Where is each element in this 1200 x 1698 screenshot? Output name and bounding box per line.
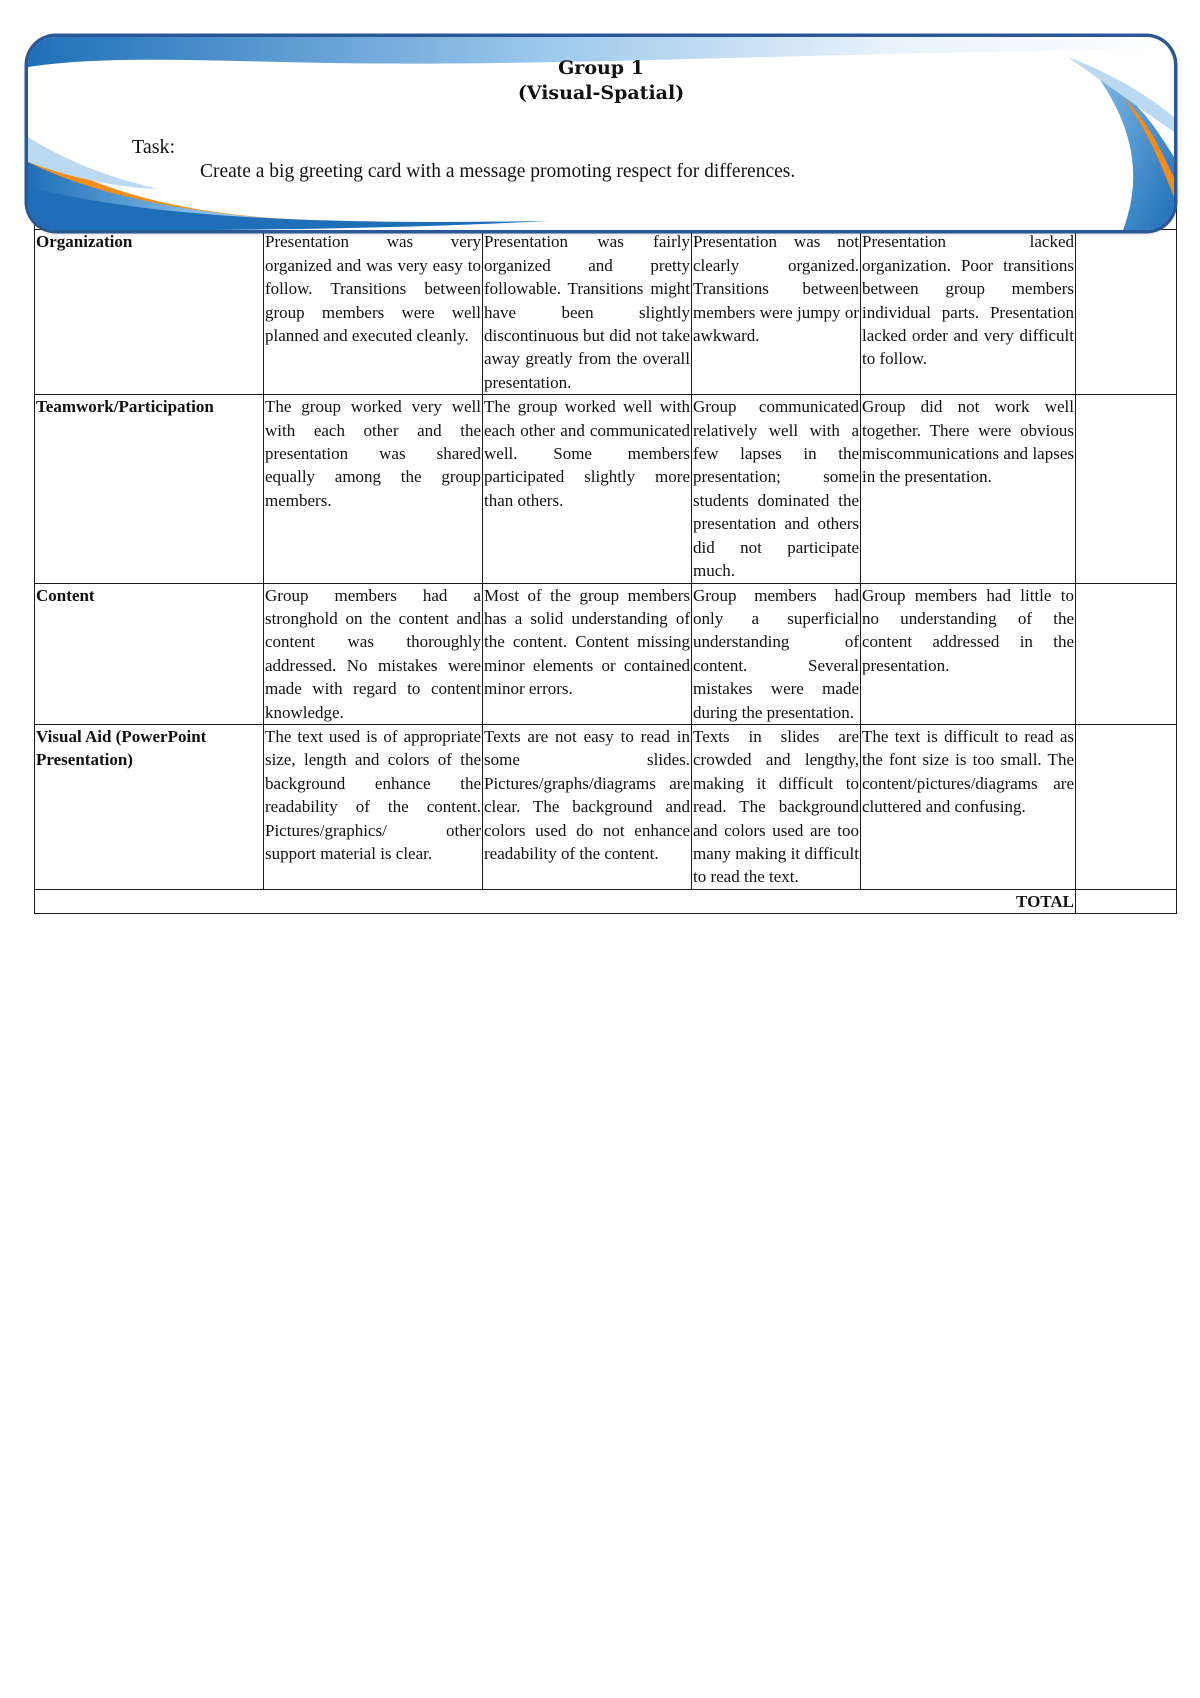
criterion-cell: Content (35, 583, 264, 724)
total-score-cell[interactable] (1076, 889, 1177, 913)
score-cell[interactable] (1076, 395, 1177, 583)
score-cell[interactable] (1076, 724, 1177, 889)
total-label: TOTAL (35, 889, 1076, 913)
rubric-row-organization (35, 230, 1177, 395)
score-cell[interactable] (1076, 583, 1177, 724)
task-description: Create a big greeting card with a message promoting respect for differences. (200, 161, 796, 182)
criterion-cell: Visual Aid (PowerPoint Presentation) (35, 724, 264, 889)
level-3-cell: The group worked well with each other and communicated well. Some members participated slightly more than others. (483, 395, 692, 583)
level-4-cell: The text used is of appropriate size, length and colors of the background enhance the readability of the content. Pictures/graphics/ other support material is clear. (264, 724, 483, 889)
level-1-cell: The text is difficult to read as the font size is too small. The content/pictures/diagrams are cluttered and confusing. (861, 724, 1076, 889)
level-2-cell: Group members had only a superficial understanding of content. Several mistakes were made during the presentation. (692, 583, 861, 724)
level-1-cell: Group members had little to no understanding of the content addressed in the presentation. (861, 583, 1076, 724)
level-2-cell: Texts in slides are crowded and lengthy, making it difficult to read. The background and colors used are too many making it difficult to read the text. (692, 724, 861, 889)
criterion-cell: Teamwork/Participation (35, 395, 264, 583)
level-4-cell: Presentation was very organized and was very easy to follow. Transitions between group members were well planned and executed cleanly. (264, 230, 483, 395)
rubric-row-total (35, 889, 1177, 913)
score-cell[interactable] (1076, 230, 1177, 395)
header-banner (28, 37, 1174, 230)
level-3-cell: Most of the group members has a solid understanding of the content. Content missing minor elements or contained minor errors. (483, 583, 692, 724)
rubric-row-visual-aid (35, 724, 1177, 889)
level-4-cell: Group members had a stronghold on the content and content was thoroughly addressed. No mistakes were made with regard to content knowledge. (264, 583, 483, 724)
banner-text-area (28, 37, 1174, 230)
rubric-container (34, 205, 1176, 914)
task-label: Task: (132, 136, 176, 158)
level-2-cell: Presentation was not clearly organized. Transitions between members were jumpy or awkward. (692, 230, 861, 395)
level-1-cell: Group did not work well together. There were obvious miscommunications and lapses in the presentation. (861, 395, 1076, 583)
criterion-cell: Organization (35, 230, 264, 395)
rubric-row-content (35, 583, 1177, 724)
page-title: Group 1 (558, 57, 644, 79)
level-4-cell: The group worked very well with each other and the presentation was shared equally among the group members. (264, 395, 483, 583)
level-2-cell: Group communicated relatively well with a few lapses in the presentation; some students dominated the presentation and others did not participate much. (692, 395, 861, 583)
rubric-table (34, 205, 1177, 914)
rubric-row-teamwork (35, 395, 1177, 583)
page-subtitle: (Visual-Spatial) (517, 82, 685, 104)
level-3-cell: Presentation was fairly organized and pretty followable. Transitions might have been slightly discontinuous but did not take away greatly from the overall presentation. (483, 230, 692, 395)
level-3-cell: Texts are not easy to read in some slides. Pictures/graphs/diagrams are clear. The background and colors used do not enhance readability of the content. (483, 724, 692, 889)
level-1-cell: Presentation lacked organization. Poor transitions between group members individual parts. Presentation lacked order and very difficult to follow. (861, 230, 1076, 395)
